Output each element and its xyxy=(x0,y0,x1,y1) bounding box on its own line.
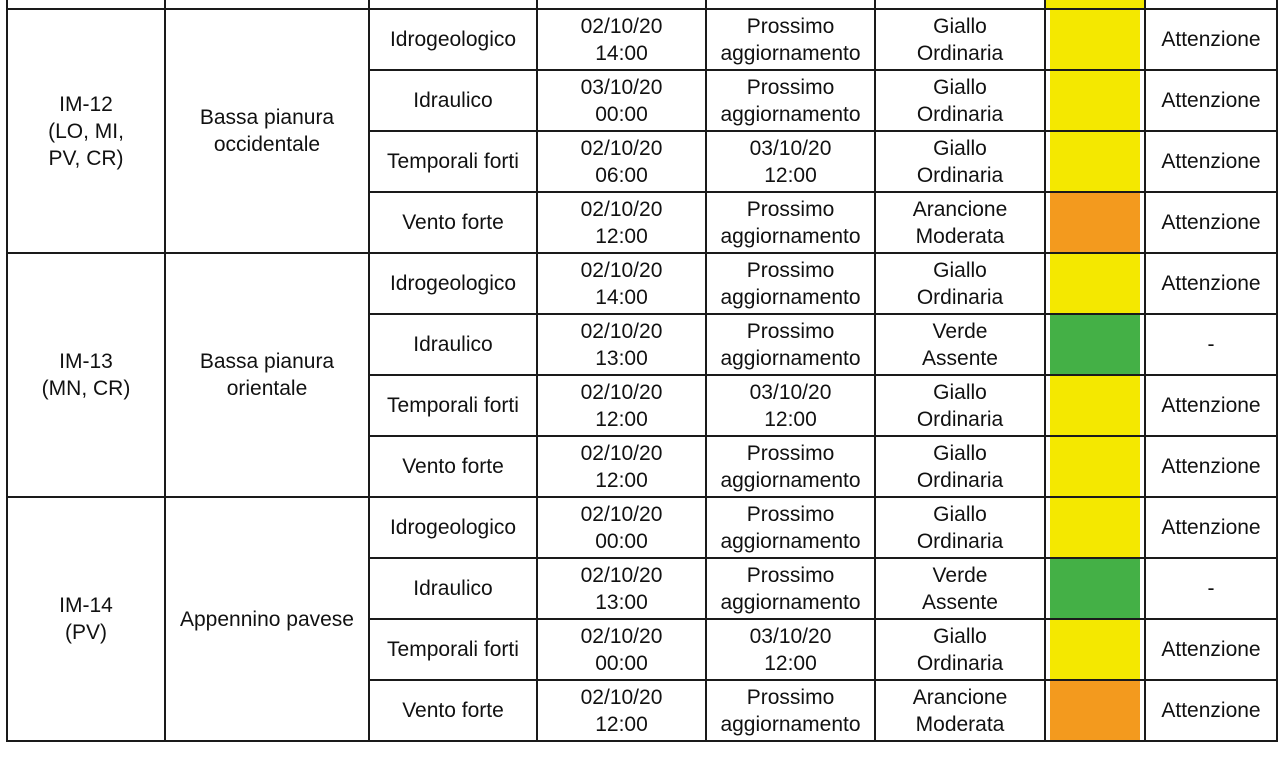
validity-end: 03/10/20 12:00 xyxy=(706,375,875,436)
color-swatch xyxy=(1050,254,1140,313)
action-phase: Attenzione xyxy=(1145,497,1277,558)
risk-type: Temporali forti xyxy=(369,619,537,680)
alert-level: Giallo Ordinaria xyxy=(875,619,1045,680)
validity-start: 02/10/20 14:00 xyxy=(537,9,706,70)
validity-end: Prossimo aggiornamento xyxy=(706,680,875,741)
risk-type: Idrogeologico xyxy=(369,497,537,558)
color-swatch xyxy=(1050,132,1140,191)
risk-type: Vento forte xyxy=(369,436,537,497)
risk-type: Idrogeologico xyxy=(369,9,537,70)
stub-cell xyxy=(1045,0,1145,9)
alert-level: Giallo Ordinaria xyxy=(875,253,1045,314)
table-row xyxy=(7,497,1277,558)
validity-start: 02/10/20 06:00 xyxy=(537,131,706,192)
alert-color-cell xyxy=(1045,497,1145,558)
color-swatch xyxy=(1050,559,1140,618)
zone-name: Appennino pavese xyxy=(165,497,369,741)
validity-start: 02/10/20 12:00 xyxy=(537,436,706,497)
alert-level: Giallo Ordinaria xyxy=(875,70,1045,131)
color-swatch xyxy=(1050,620,1140,679)
validity-end: Prossimo aggiornamento xyxy=(706,253,875,314)
alert-color-cell xyxy=(1045,680,1145,741)
action-phase: Attenzione xyxy=(1145,436,1277,497)
alert-level: Giallo Ordinaria xyxy=(875,375,1045,436)
validity-start: 02/10/20 12:00 xyxy=(537,192,706,253)
alert-color-cell xyxy=(1045,314,1145,375)
zone-code: IM-12 (LO, MI, PV, CR) xyxy=(7,9,165,253)
stub-cell xyxy=(537,0,706,9)
alert-color-cell xyxy=(1045,70,1145,131)
validity-start: 02/10/20 12:00 xyxy=(537,375,706,436)
color-swatch xyxy=(1050,71,1140,130)
alert-color-cell xyxy=(1045,619,1145,680)
validity-start: 02/10/20 00:00 xyxy=(537,497,706,558)
alert-table xyxy=(6,0,1278,742)
risk-type: Temporali forti xyxy=(369,131,537,192)
alert-color-cell xyxy=(1045,436,1145,497)
validity-end: Prossimo aggiornamento xyxy=(706,558,875,619)
action-phase: - xyxy=(1145,558,1277,619)
table-row-stub xyxy=(7,0,1277,9)
alert-level: Verde Assente xyxy=(875,558,1045,619)
validity-start: 02/10/20 12:00 xyxy=(537,680,706,741)
alert-level: Giallo Ordinaria xyxy=(875,436,1045,497)
risk-type: Idraulico xyxy=(369,558,537,619)
color-swatch xyxy=(1046,0,1144,8)
validity-end: 03/10/20 12:00 xyxy=(706,131,875,192)
color-swatch xyxy=(1050,498,1140,557)
alert-level: Verde Assente xyxy=(875,314,1045,375)
risk-type: Idraulico xyxy=(369,314,537,375)
risk-type: Temporali forti xyxy=(369,375,537,436)
zone-name: Bassa pianura orientale xyxy=(165,253,369,497)
alert-level: Giallo Ordinaria xyxy=(875,9,1045,70)
action-phase: Attenzione xyxy=(1145,131,1277,192)
alert-level: Giallo Ordinaria xyxy=(875,131,1045,192)
alert-level: Arancione Moderata xyxy=(875,680,1045,741)
validity-end: Prossimo aggiornamento xyxy=(706,314,875,375)
stub-cell xyxy=(7,0,165,9)
risk-type: Vento forte xyxy=(369,680,537,741)
risk-type: Vento forte xyxy=(369,192,537,253)
table-row xyxy=(7,253,1277,314)
validity-end: Prossimo aggiornamento xyxy=(706,9,875,70)
alert-color-cell xyxy=(1045,192,1145,253)
alert-color-cell xyxy=(1045,375,1145,436)
action-phase: Attenzione xyxy=(1145,70,1277,131)
alert-color-cell xyxy=(1045,558,1145,619)
validity-start: 03/10/20 00:00 xyxy=(537,70,706,131)
risk-type: Idrogeologico xyxy=(369,253,537,314)
validity-end: Prossimo aggiornamento xyxy=(706,497,875,558)
zone-name: Bassa pianura occidentale xyxy=(165,9,369,253)
table-row xyxy=(7,9,1277,70)
validity-end: Prossimo aggiornamento xyxy=(706,70,875,131)
alert-color-cell xyxy=(1045,131,1145,192)
color-swatch xyxy=(1050,193,1140,252)
validity-start: 02/10/20 14:00 xyxy=(537,253,706,314)
color-swatch xyxy=(1050,10,1140,69)
action-phase: Attenzione xyxy=(1145,253,1277,314)
zone-code: IM-14 (PV) xyxy=(7,497,165,741)
validity-end: 03/10/20 12:00 xyxy=(706,619,875,680)
validity-end: Prossimo aggiornamento xyxy=(706,192,875,253)
stub-cell xyxy=(875,0,1045,9)
action-phase: Attenzione xyxy=(1145,9,1277,70)
validity-start: 02/10/20 13:00 xyxy=(537,314,706,375)
action-phase: Attenzione xyxy=(1145,680,1277,741)
risk-type: Idraulico xyxy=(369,70,537,131)
alert-color-cell xyxy=(1045,253,1145,314)
stub-cell xyxy=(706,0,875,9)
alert-color-cell xyxy=(1045,9,1145,70)
color-swatch xyxy=(1050,315,1140,374)
validity-end: Prossimo aggiornamento xyxy=(706,436,875,497)
zone-code: IM-13 (MN, CR) xyxy=(7,253,165,497)
validity-start: 02/10/20 13:00 xyxy=(537,558,706,619)
action-phase: - xyxy=(1145,314,1277,375)
action-phase: Attenzione xyxy=(1145,192,1277,253)
action-phase: Attenzione xyxy=(1145,619,1277,680)
alert-level: Giallo Ordinaria xyxy=(875,497,1045,558)
validity-start: 02/10/20 00:00 xyxy=(537,619,706,680)
color-swatch xyxy=(1050,437,1140,496)
color-swatch xyxy=(1050,376,1140,435)
stub-cell xyxy=(165,0,369,9)
stub-cell xyxy=(1145,0,1277,9)
action-phase: Attenzione xyxy=(1145,375,1277,436)
stub-cell xyxy=(369,0,537,9)
color-swatch xyxy=(1050,681,1140,740)
alert-level: Arancione Moderata xyxy=(875,192,1045,253)
alert-table-body xyxy=(7,0,1277,741)
